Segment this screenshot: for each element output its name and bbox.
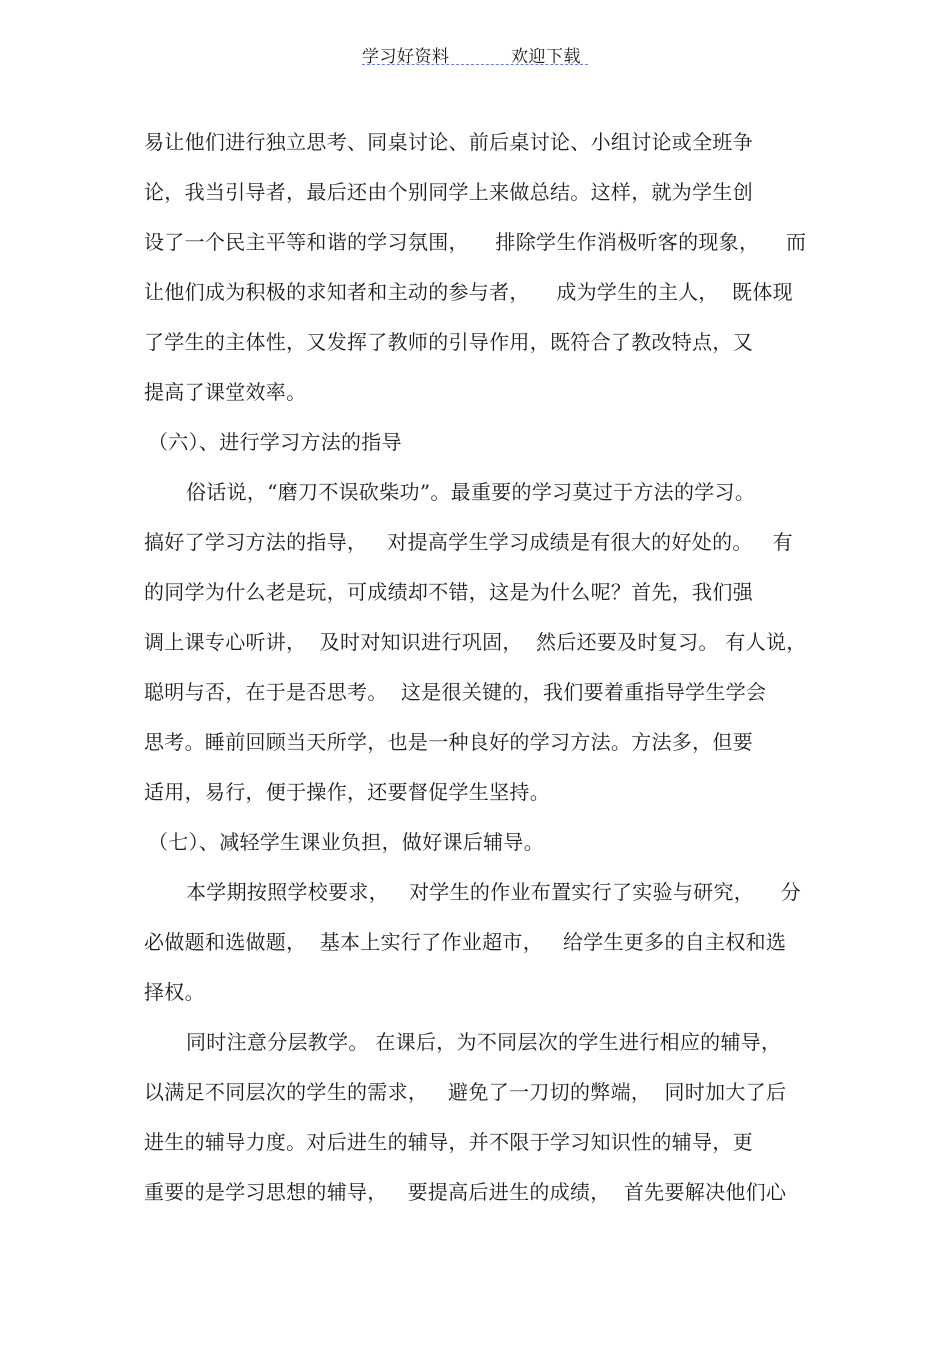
header-right-text: 欢迎下载 <box>511 47 581 67</box>
text-line: 思考。睡前回顾当天所学，也是一种良好的学习方法。方法多，但要 <box>144 730 753 754</box>
text-line: 聪明与否，在于是否思考。 这是很关键的，我们要着重指导学生学会 <box>144 680 767 704</box>
text-line: 提高了课堂效率。 <box>144 380 307 404</box>
text-line: 调上课专心听讲， 及时对知识进行巩固， 然后还要及时复习。 有人说， <box>144 630 807 654</box>
text-line: 论，我当引导者，最后还由个别同学上来做总结。这样，就为学生创 <box>144 180 753 204</box>
paragraph-first-line: 同时注意分层教学。 在课后，为不同层次的学生进行相应的辅导， <box>186 1030 782 1054</box>
text-line: 必做题和选做题， 基本上实行了作业超市， 给学生更多的自主权和选 <box>144 930 787 954</box>
text-line: 重要的是学习思想的辅导， 要提高后进生的成绩， 首先要解决他们心 <box>144 1180 787 1204</box>
text-line: 易让他们进行独立思考、同桌讨论、前后桌讨论、小组讨论或全班争 <box>144 130 753 154</box>
text-line: 以满足不同层次的学生的需求， 避免了一刀切的弊端， 同时加大了后 <box>144 1080 787 1104</box>
section-heading: （七）、减轻学生课业负担，做好课后辅导。 <box>148 830 544 854</box>
paragraph-first-line: 俗话说，“磨刀不误砍柴功”。最重要的学习莫过于方法的学习。 <box>186 480 756 504</box>
text-line: 进生的辅导力度。对后进生的辅导，并不限于学习知识性的辅导，更 <box>144 1130 753 1154</box>
header-underline <box>362 40 588 65</box>
text-line: 了学生的主体性，又发挥了教师的引导作用，既符合了教改特点，又 <box>144 330 753 354</box>
paragraph-first-line: 本学期按照学校要求， 对学生的作业布置实行了实验与研究， 分 <box>186 880 802 904</box>
text-line: 设了一个民主平等和谐的学习氛围， 排除学生作消极听客的现象， 而 <box>144 230 807 254</box>
text-line: 择权。 <box>144 980 205 1004</box>
section-heading: （六）、进行学习方法的指导 <box>148 430 402 454</box>
page-header <box>0 40 950 68</box>
text-line: 让他们成为积极的求知者和主动的参与者， 成为学生的主人， 既体现 <box>144 280 793 304</box>
text-line: 的同学为什么老是玩，可成绩却不错，这是为什么呢？首先，我们强 <box>144 580 753 604</box>
text-line: 搞好了学习方法的指导， 对提高学生学习成绩是有很大的好处的。 有 <box>144 530 793 554</box>
header-left-text: 学习好资料 <box>362 47 450 67</box>
text-line: 适用，易行，便于操作，还要督促学生坚持。 <box>144 780 550 804</box>
